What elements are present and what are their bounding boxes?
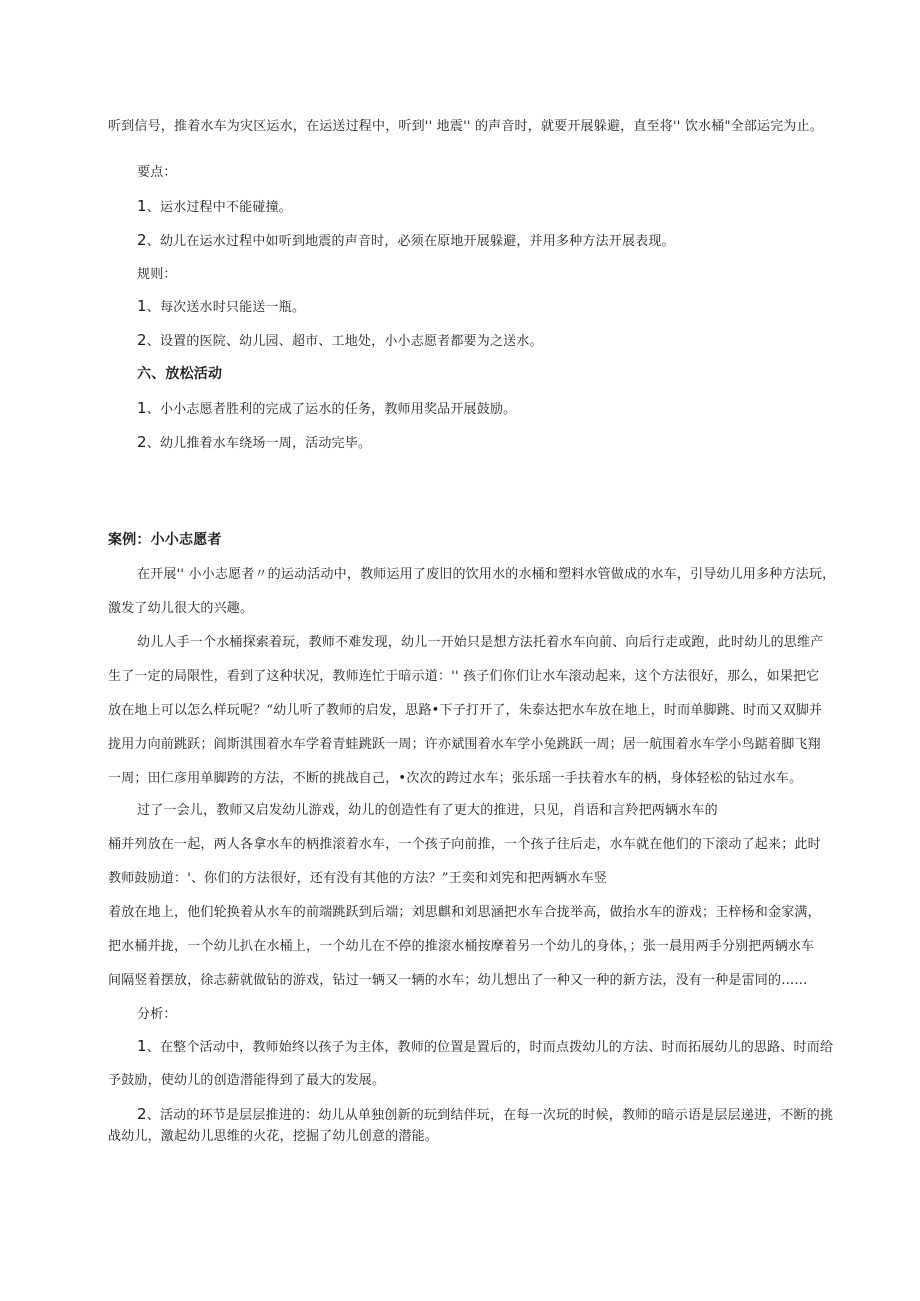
relax-heading: 六、放松活动 [137,366,223,382]
rule-item-1 [137,298,305,316]
point-number: 2 [137,231,147,249]
analysis-text: 战幼儿，激起幼儿思维的火花，挖掘了幼儿创意的潜能。 [108,1129,439,1144]
analysis-number: 1 [137,1037,147,1055]
case-line: 生了一定的局限性，看到了这种状况，教师连忙于暗示道：'' 孩子们你们让水车滚动起来，这个方法很好，那么，如果把它 [108,669,820,684]
analysis-text: 予鼓励，使幼儿的创造潜能得到了最大的发展。 [108,1073,386,1088]
analysis-item-1 [137,1038,833,1056]
analysis-text: 、活动的环节是层层推进的：幼儿从单独创新的玩到结伴玩，在每一次玩的时候，教师的暗示语是层层递进，不断的挑 [146,1108,834,1123]
case-line: 激发了幼儿很大的兴趣。 [108,601,254,616]
rules-label: 规则： [137,267,177,282]
analysis-text: 、在整个活动中，教师始终以孩子为主体，教师的位置是置后的，时而点拨幼儿的方法、时而拓展幼儿的思路、时而给 [146,1040,834,1055]
rule-text: 、每次送水时只能送一瓶。 [146,300,306,315]
case-line: 幼儿人手一个水桶探索着玩，教师不难发现，幼儿一开始只是想方法托着水车向前、向后行走或跑，此时幼儿的思维产 [137,635,824,650]
analysis-item-2-cont [108,1128,438,1145]
point-number: 1 [137,197,147,215]
case-line: 着放在地上，他们轮换着从水车的前端跳跃到后端；刘思麒和刘思涵把水车合拢举高，做抬水车的游戏；王梓杨和金家满， [108,905,821,920]
rule-number: 2 [137,331,147,349]
relax-number: 1 [137,399,147,417]
rule-item-2 [137,332,543,350]
case-line: 在开展'' 小小志愿者〃的运动活动中，教师运用了废旧的饮用水的水桶和塑料水管做成的水车，引导幼儿用多种方法玩， [137,567,836,582]
case-line: 放在地上可以怎么样玩呢？“幼儿听了教师的启发，思路•下子打开了，朱泰达把水车放在地上，时而单脚跳、时而又双脚并 [108,703,823,718]
case-line: 一周；田仁彦用单脚跨的方法，不断的挑战自己，•次次的跨过水车；张乐瑶一手扶着水车的柄，身体轻松的钻过水车。 [108,771,803,786]
analysis-item-1-cont [108,1072,385,1089]
case-line: 教师鼓励道：'、你们的方法很好，还有没有其他的方法？”王奕和刘宪和把两辆水车竖 [108,871,608,886]
relax-item-2 [137,434,371,452]
point-text: 、运水过程中不能碰撞。 [146,200,292,215]
points-label: 要点： [137,165,177,180]
relax-text: 、小小志愿者胜利的完成了运水的任务，教师用奖品开展鼓励。 [146,402,517,417]
case-line: 把水桶并拢，一个幼儿扒在水桶上，一个幼儿在不停的推滚水桶按摩着另一个幼儿的身体，；张一晨用两手分别把两辆水车 [108,939,815,954]
rule-number: 1 [137,297,147,315]
case-line: 拢用力向前跳跃；阎斯淇围着水车学着青蛙跳跃一周；许亦斌围着水车学小兔跳跃一周；居一航围着水车学小鸟踮着脚飞翔 [108,737,821,752]
case-line: 间隔竖着摆放，徐志薪就做钻的游戏，钻过一辆又一辆的水车；幼儿想出了一种又一种的新方法，没有一种是雷同的…… [108,973,808,988]
case-line: 过了一会儿，教师又启发幼儿游戏，幼儿的创造性有了更大的推进，只见，肖语和言羚把两辆水车的 [137,803,718,818]
point-text: 、幼儿在运水过程中如听到地震的声音时，必须在原地开展躲避，并用多种方法开展表现。 [146,234,675,249]
point-item-2 [137,232,675,250]
relax-item-1 [137,400,516,418]
relax-number: 2 [137,433,147,451]
analysis-number: 2 [137,1105,147,1123]
rule-text: 、设置的医院、幼儿园、超市、工地处，小小志愿者都要为之送水。 [146,334,543,349]
analysis-item-2 [137,1106,833,1124]
case-line: 桶并列放在一起，两人各拿水车的柄推滚着水车，一个孩子向前推，一个孩子往后走，水车就在他们的下滚动了起来；此时 [108,837,821,852]
intro-paragraph: 听到信号，推着水车为灾区运水，在运送过程中，听到'' 地震'' 的声音时，就要开展躲避，直至将'' 饮水桶"全部运完为止。 [108,119,824,134]
point-item-1 [137,198,292,216]
relax-text: 、幼儿推着水车绕场一周，活动完毕。 [146,436,372,451]
case-title: 案例：小小志愿者 [108,532,222,548]
analysis-label: 分析： [137,1007,177,1022]
